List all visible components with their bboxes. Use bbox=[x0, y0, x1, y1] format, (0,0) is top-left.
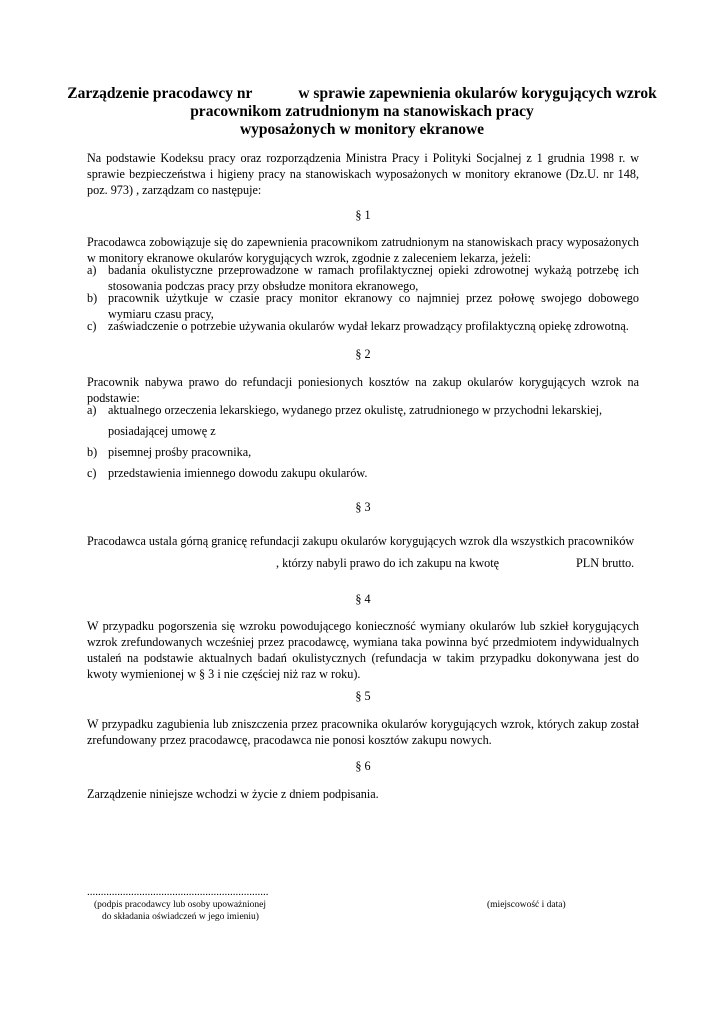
item-text: przedstawienia imiennego dowodu zakupu okularów. bbox=[108, 466, 368, 480]
signature-line: .................................................................. bbox=[87, 886, 269, 898]
section-3-currency: PLN brutto. bbox=[576, 556, 635, 570]
section-1-item-c bbox=[87, 318, 639, 334]
title-line-1 bbox=[60, 85, 664, 103]
title-line-2: pracownikom zatrudnionym na stanowiskach pracy bbox=[190, 103, 534, 120]
item-marker: b) bbox=[87, 291, 98, 305]
item-marker: c) bbox=[87, 319, 97, 333]
section-3-line-1: Pracodawca ustala górną granicę refundacji zakupu okularów korygujących wzrok dla wszystkich pracowników bbox=[87, 534, 635, 548]
section-5-text: W przypadku zagubienia lub zniszczenia przez pracownika okularów korygujących wzrok, których zakup został zrefundowany przez pracodawcę, pracodawca nie ponosi kosztów zakupu nowych. bbox=[87, 717, 639, 747]
section-6-heading: § 6 bbox=[355, 759, 371, 773]
title-part-2: w sprawie zapewnienia okularów korygujących wzrok bbox=[298, 85, 657, 102]
section-2-item-b bbox=[87, 444, 639, 460]
section-3-line-2: , którzy nabyli prawo do ich zakupu na kwotę bbox=[276, 556, 500, 570]
section-2-item-a-continued bbox=[87, 423, 639, 439]
title-line-3: wyposażonych w monitory ekranowe bbox=[239, 121, 485, 138]
section-4-text: W przypadku pogorszenia się wzroku powodującego konieczność wymiany okularów lub szkieł korygujących wzrok zrefundowanych wcześniej przez pracodawcę, wymiana taka powinna być przedmiotem indywidualnych ustaleń na podstawie aktualnych badań okulistycznych (refundacja w takim przypadku dokonywana jest do kwoty wymienionej w § 3 i nie częściej niż raz w roku). bbox=[87, 619, 639, 681]
section-1-text: Pracodawca zobowiązuje się do zapewnienia pracownikom zatrudnionym na stanowiskach pracy wyposażonych w monitory ekranowe okularów korygujących wzrok, zgodnie z zaleceniem lekarza, jeżeli: bbox=[87, 235, 639, 265]
section-2-heading: § 2 bbox=[355, 347, 371, 361]
title-part-1: Zarządzenie pracodawcy nr bbox=[67, 85, 253, 102]
signature-label-line-2: do składania oświadczeń w jego imieniu) bbox=[102, 912, 259, 922]
section-2-item-a bbox=[87, 402, 639, 418]
item-text: pracownik użytkuje w czasie pracy monitor ekranowy co najmniej przez połowę swojego dobowego wymiaru czasu pracy, bbox=[108, 291, 639, 321]
section-4-heading: § 4 bbox=[355, 592, 371, 606]
item-marker: c) bbox=[87, 466, 97, 480]
section-2-text: Pracownik nabywa prawo do refundacji poniesionych kosztów na zakup okularów korygujących wzrok na podstawie: bbox=[87, 375, 639, 405]
item-marker: a) bbox=[87, 263, 97, 277]
section-3-heading: § 3 bbox=[355, 500, 371, 514]
section-6-text: Zarządzenie niniejsze wchodzi w życie z dniem podpisania. bbox=[87, 787, 379, 801]
item-text: pisemnej prośby pracownika, bbox=[108, 445, 252, 459]
item-text: zaświadczenie o potrzebie używania okularów wydał lekarz prowadzący profilaktyczną opiekę zdrowotną. bbox=[108, 319, 629, 333]
item-marker: b) bbox=[87, 445, 98, 459]
document-title bbox=[60, 85, 664, 139]
item-text: aktualnego orzeczenia lekarskiego, wydanego przez okulistę, zatrudnionego w przychodni lekarskiej, bbox=[108, 403, 603, 417]
item-marker: a) bbox=[87, 403, 97, 417]
place-date-label: (miejscowość i data) bbox=[487, 900, 566, 910]
section-5-heading: § 5 bbox=[355, 689, 371, 703]
signature-label-line-1: (podpis pracodawcy lub osoby upoważnionej bbox=[94, 900, 267, 910]
item-text: badania okulistyczne przeprowadzone w ramach profilaktycznej opieki zdrowotnej wykażą potrzebę ich stosowania podczas pracy przy obsłudze monitora ekranowego, bbox=[108, 263, 639, 293]
intro-paragraph: Na podstawie Kodeksu pracy oraz rozporządzenia Ministra Pracy i Polityki Socjalnej z 1 grudnia 1998 r. w sprawie bezpieczeństwa i higieny pracy na stanowiskach wyposażonych w monitory ekranowe (Dz.U. nr 148, poz. 973) , zarządzam co następuje: bbox=[87, 151, 639, 197]
section-2-item-c bbox=[87, 465, 639, 481]
item-text-continued: posiadającej umowę z bbox=[108, 424, 216, 438]
section-1-heading: § 1 bbox=[355, 208, 371, 222]
